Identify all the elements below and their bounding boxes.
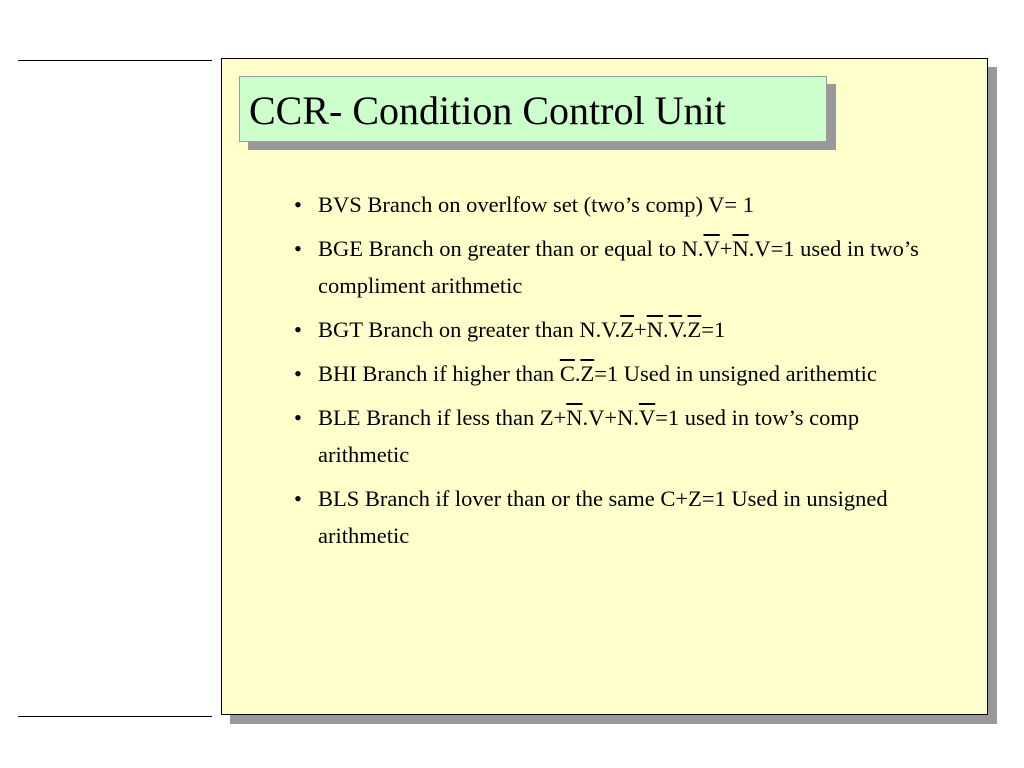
bullet-item [288, 186, 928, 223]
bullet-text: .V=1 used in two’s compliment arithmetic [318, 236, 919, 298]
bullet-text: BLE Branch if less than Z+ [318, 405, 567, 430]
bullet-item [288, 230, 928, 304]
bullet-text: =1 Used in unsigned arithemtic [594, 361, 877, 386]
bullet-item [288, 311, 928, 348]
negated-symbol: $\overline{N}$ [646, 317, 663, 342]
bullet-text: BGT Branch on greater than N.V. [318, 317, 621, 342]
top-rule-line [18, 60, 212, 61]
bullet-text: . [574, 361, 581, 386]
bullet-text: BGE Branch on greater than or equal to N. [318, 236, 704, 261]
bullet-item [288, 480, 928, 554]
negated-symbol: $\overline{C}$ [559, 361, 575, 386]
bullet-text: =1 used in tow’s comp arithmetic [318, 405, 860, 467]
negated-symbol: $\overline{N}$ [566, 405, 583, 430]
bullet-text: =1 [701, 317, 726, 342]
bullet-item [288, 399, 928, 473]
bullet-text: .V+N. [582, 405, 639, 430]
bullet-text: + [633, 317, 647, 342]
bullet-text: BHI Branch if higher than [318, 361, 560, 386]
negated-symbol: $\overline{V}$ [703, 236, 720, 261]
bullet-text: BLS Branch if lover than or the same C+Z=1 Used in unsigned arithmetic [318, 486, 888, 548]
bullet-text: BVS Branch on overlfow set (two’s comp) V= 1 [318, 192, 754, 217]
negated-symbol: $\overline{Z}$ [620, 317, 634, 342]
negated-symbol: $\overline{Z}$ [580, 361, 595, 386]
slide-title: CCR- Condition Control Unit [249, 88, 726, 133]
bullet-list [288, 186, 928, 561]
bottom-rule-line [18, 716, 212, 717]
negated-symbol: $\overline{N}$ [732, 236, 749, 261]
negated-symbol: $\overline{V}$ [668, 317, 682, 342]
negated-symbol: $\overline{V}$ [638, 405, 656, 430]
negated-symbol: $\overline{Z}$ [687, 317, 702, 342]
bullet-text: . [681, 317, 688, 342]
bullet-item [288, 355, 928, 392]
bullet-text: . [662, 317, 669, 342]
bullet-text: + [719, 236, 733, 261]
